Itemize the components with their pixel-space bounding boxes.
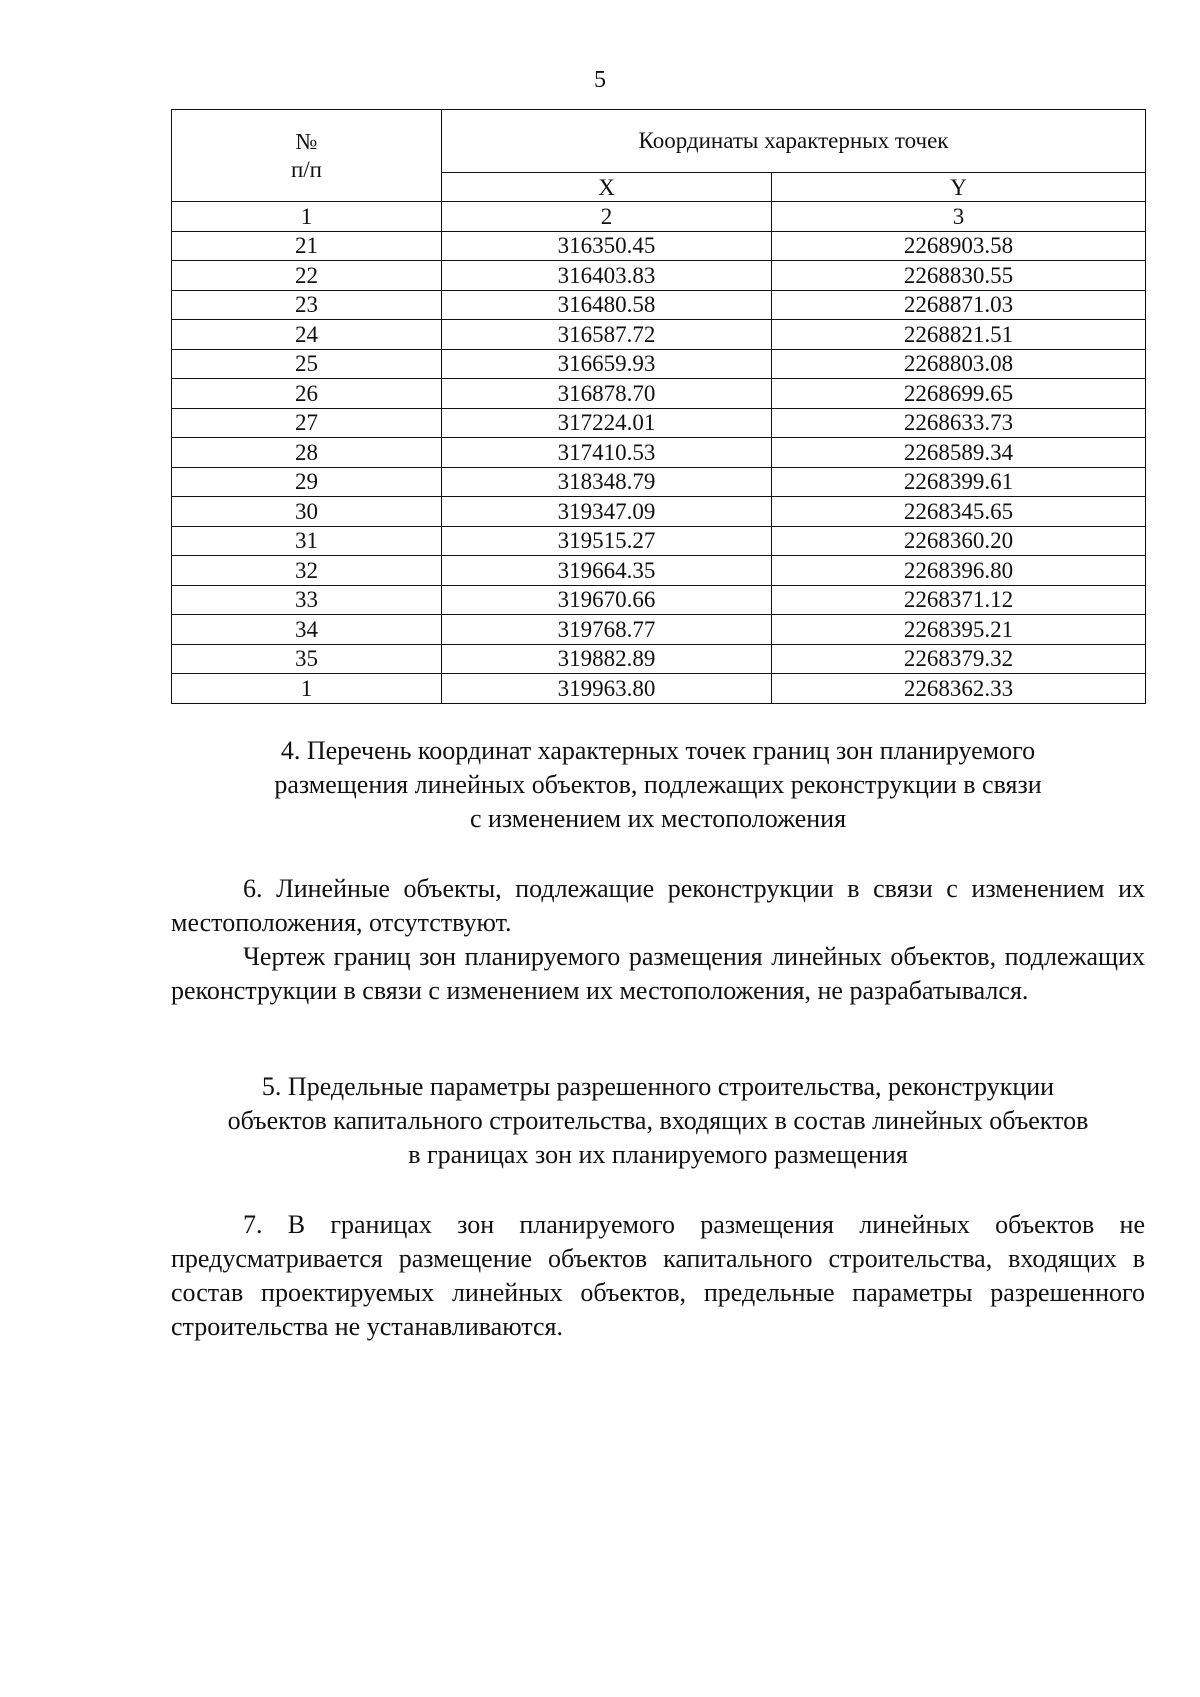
title-line: в границах зон их планируемого размещения <box>408 1140 908 1169</box>
point-number-cell: 32 <box>172 556 442 586</box>
section-4-title <box>171 734 1145 836</box>
y-coordinate-cell: 2268803.08 <box>772 349 1146 379</box>
title-line: объектов капитального строительства, входящих в состав линейных объектов <box>227 1106 1089 1135</box>
point-number-cell: 22 <box>172 261 442 291</box>
x-coordinate-cell: 319670.66 <box>442 585 772 615</box>
point-number-cell: 27 <box>172 408 442 438</box>
table-row <box>172 290 1146 320</box>
x-coordinate-cell: 317224.01 <box>442 408 772 438</box>
point-number-cell: 34 <box>172 615 442 645</box>
x-coordinate-cell: 319963.80 <box>442 674 772 704</box>
table-body <box>172 231 1146 703</box>
y-coordinate-cell: 2268821.51 <box>772 320 1146 350</box>
x-coordinate-cell: 319882.89 <box>442 644 772 674</box>
column-index: 1 <box>172 202 442 232</box>
table-row <box>172 615 1146 645</box>
point-number-cell: 21 <box>172 231 442 261</box>
column-index: 3 <box>772 202 1146 232</box>
y-coordinate-cell: 2268589.34 <box>772 438 1146 468</box>
table-row <box>172 438 1146 468</box>
point-number-cell: 29 <box>172 467 442 497</box>
column-index-row <box>172 202 1146 232</box>
x-coordinate-cell: 319664.35 <box>442 556 772 586</box>
table-row <box>172 379 1146 409</box>
section-4 <box>171 734 1145 1008</box>
y-coordinate-cell: 2268345.65 <box>772 497 1146 527</box>
table-row <box>172 526 1146 556</box>
page-number: 5 <box>594 67 606 93</box>
title-line: 4. Перечень координат характерных точек границ зон планируемого <box>280 736 1036 765</box>
header-y: Y <box>772 173 1146 202</box>
table-row <box>172 497 1146 527</box>
y-coordinate-cell: 2268395.21 <box>772 615 1146 645</box>
header-coordinates: Координаты характерных точек <box>442 110 1146 173</box>
x-coordinate-cell: 316350.45 <box>442 231 772 261</box>
x-coordinate-cell: 319347.09 <box>442 497 772 527</box>
x-coordinate-cell: 316403.83 <box>442 261 772 291</box>
y-coordinate-cell: 2268871.03 <box>772 290 1146 320</box>
title-line: с изменением их местоположения <box>469 804 847 833</box>
y-coordinate-cell: 2268903.58 <box>772 231 1146 261</box>
section-5 <box>171 1070 1145 1344</box>
point-number-cell: 26 <box>172 379 442 409</box>
table-row <box>172 674 1146 704</box>
x-coordinate-cell: 319768.77 <box>442 615 772 645</box>
table-row <box>172 585 1146 615</box>
table-row <box>172 644 1146 674</box>
paragraph: Чертеж границ зон планируемого размещения линейных объектов, подлежащих реконструкции в связи с изменением их местоположения, не разрабатывался. <box>171 942 1145 1005</box>
paragraph: 7. В границах зон планируемого размещения линейных объектов не предусматривается размещение объектов капитального строительства, входящих в состав проектируемых линейных объектов, предельные параметры разрешенного строительства не устанавливаются. <box>171 1210 1145 1341</box>
point-number-cell: 35 <box>172 644 442 674</box>
x-coordinate-cell: 317410.53 <box>442 438 772 468</box>
header-x: X <box>442 173 772 202</box>
x-coordinate-cell: 316587.72 <box>442 320 772 350</box>
y-coordinate-cell: 2268699.65 <box>772 379 1146 409</box>
point-number-cell: 28 <box>172 438 442 468</box>
table-row <box>172 261 1146 291</box>
title-line: 5. Предельные параметры разрешенного строительства, реконструкции <box>261 1072 1055 1101</box>
x-coordinate-cell: 316480.58 <box>442 290 772 320</box>
table-row <box>172 467 1146 497</box>
paragraph: 6. Линейные объекты, подлежащие реконструкции в связи с изменением их местоположения, отсутствуют. <box>171 874 1145 937</box>
table-row <box>172 556 1146 586</box>
point-number-cell: 31 <box>172 526 442 556</box>
x-coordinate-cell: 316878.70 <box>442 379 772 409</box>
y-coordinate-cell: 2268360.20 <box>772 526 1146 556</box>
coordinates-table <box>171 109 1146 704</box>
point-number-cell: 23 <box>172 290 442 320</box>
point-number-cell: 33 <box>172 585 442 615</box>
table-row <box>172 320 1146 350</box>
title-line: размещения линейных объектов, подлежащих реконструкции в связи <box>274 770 1042 799</box>
table-row <box>172 349 1146 379</box>
y-coordinate-cell: 2268399.61 <box>772 467 1146 497</box>
y-coordinate-cell: 2268633.73 <box>772 408 1146 438</box>
y-coordinate-cell: 2268396.80 <box>772 556 1146 586</box>
column-index: 2 <box>442 202 772 232</box>
table-row <box>172 408 1146 438</box>
section-5-title <box>171 1070 1145 1172</box>
x-coordinate-cell: 316659.93 <box>442 349 772 379</box>
y-coordinate-cell: 2268379.32 <box>772 644 1146 674</box>
header-number: № п/п <box>172 110 442 202</box>
y-coordinate-cell: 2268371.12 <box>772 585 1146 615</box>
point-number-cell: 24 <box>172 320 442 350</box>
x-coordinate-cell: 318348.79 <box>442 467 772 497</box>
x-coordinate-cell: 319515.27 <box>442 526 772 556</box>
point-number-cell: 1 <box>172 674 442 704</box>
y-coordinate-cell: 2268362.33 <box>772 674 1146 704</box>
y-coordinate-cell: 2268830.55 <box>772 261 1146 291</box>
point-number-cell: 25 <box>172 349 442 379</box>
point-number-cell: 30 <box>172 497 442 527</box>
table-row <box>172 231 1146 261</box>
